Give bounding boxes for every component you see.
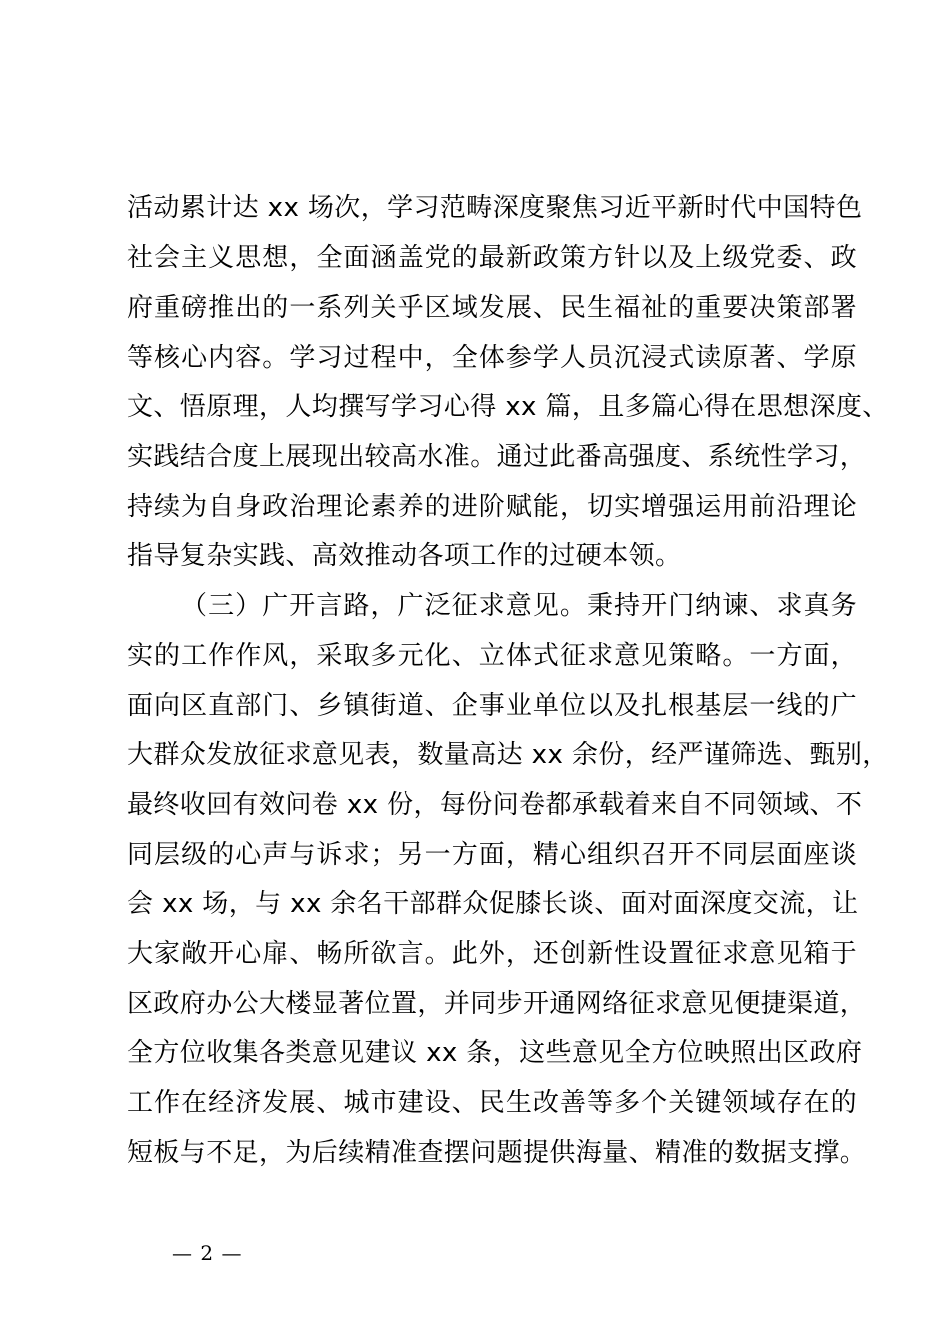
text-line: 最终收回有效问卷 xx 份，每份问卷都承载着来自不同领域、不 <box>127 790 863 820</box>
text-line: 大家敞开心扉、畅所欲言。此外，还创新性设置征求意见箱于 <box>127 939 857 969</box>
text-line: 短板与不足，为后续精准查摆问题提供海量、精准的数据支撑。 <box>127 1138 867 1168</box>
page-number: — 2 — <box>172 1241 243 1265</box>
text-line: 府重磅推出的一系列关乎区域发展、民生福祉的重要决策部署 <box>127 293 857 323</box>
text-line: 全方位收集各类意见建议 xx 条，这些意见全方位映照出区政府 <box>127 1038 863 1068</box>
text-line: 活动累计达 xx 场次，学习范畴深度聚焦习近平新时代中国特色 <box>127 193 863 223</box>
text-line: 社会主义思想，全面涵盖党的最新政策方针以及上级党委、政 <box>127 243 857 273</box>
text-line: 指导复杂实践、高效推动各项工作的过硬本领。 <box>127 541 682 571</box>
section-heading-line: （三）广开言路，广泛征求意见。秉持开门纳谏、求真务 <box>181 591 857 621</box>
text-line: 会 xx 场，与 xx 余名干部群众促膝长谈、面对面深度交流，让 <box>127 889 859 919</box>
text-line: 工作在经济发展、城市建设、民生改善等多个关键领域存在的 <box>127 1088 857 1118</box>
text-line: 等核心内容。学习过程中，全体参学人员沉浸式读原著、学原 <box>127 343 857 373</box>
text-line: 实践结合度上展现出较高水准。通过此番高强度、系统性学习， <box>127 442 867 472</box>
text-line: 文、悟原理，人均撰写学习心得 xx 篇，且多篇心得在思想深度、 <box>127 392 889 422</box>
text-line: 大群众发放征求意见表，数量高达 xx 余份，经严谨筛选、甄别， <box>127 740 889 770</box>
text-line: 持续为自身政治理论素养的进阶赋能，切实增强运用前沿理论 <box>127 492 857 522</box>
text-line: 同层级的心声与诉求；另一方面，精心组织召开不同层面座谈 <box>127 840 857 870</box>
text-line: 实的工作作风，采取多元化、立体式征求意见策略。一方面， <box>127 641 857 671</box>
text-line: 区政府办公大楼显著位置，并同步开通网络征求意见便捷渠道， <box>127 989 867 1019</box>
text-line: 面向区直部门、乡镇街道、企事业单位以及扎根基层一线的广 <box>127 691 857 721</box>
